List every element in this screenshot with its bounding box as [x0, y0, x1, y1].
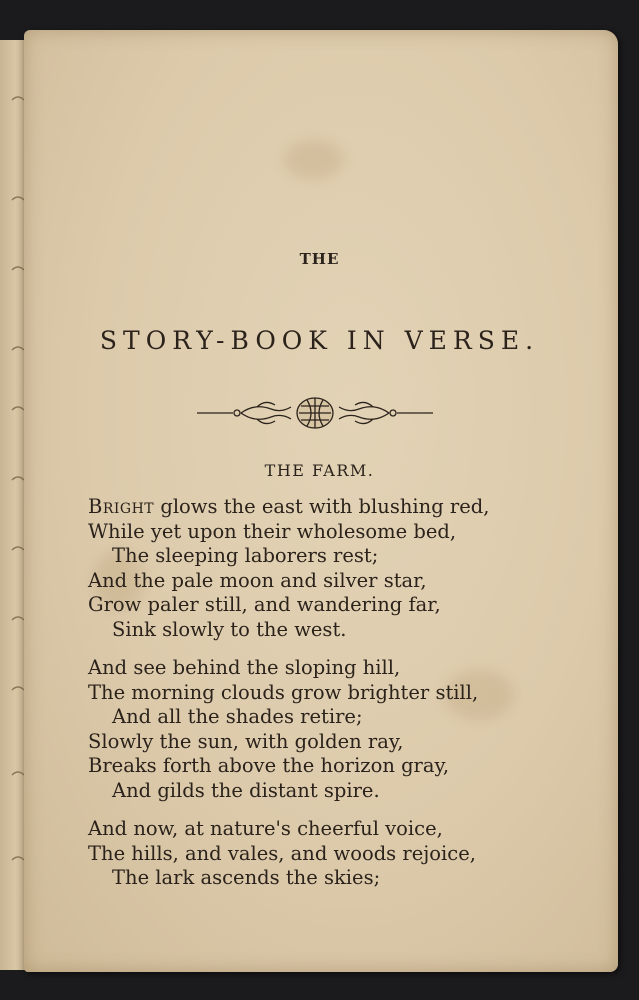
poem-stanza-3 [88, 817, 528, 891]
poem-line: While yet upon their wholesome bed, [88, 519, 457, 543]
poem-line: The hills, and vales, and woods rejoice, [88, 841, 476, 865]
poem-line: The lark ascends the skies; [112, 866, 381, 889]
poem-line: And gilds the distant spire. [112, 778, 380, 802]
book-title: STORY-BOOK IN VERSE. [99, 326, 540, 355]
section-title: THE FARM. [264, 461, 375, 480]
poem-line: Breaks forth above the horizon gray, [88, 754, 450, 777]
poem-line: Sink slowly to the west. [112, 617, 347, 641]
paper-stain [284, 140, 344, 180]
poem-line: The sleeping laborers rest; [112, 544, 379, 567]
poem-stanza-1 [88, 495, 528, 642]
poem-line: The morning clouds grow brighter still, [88, 680, 479, 704]
poem-line: And all the shades retire; [112, 705, 363, 728]
poem-stanza-2 [88, 656, 528, 803]
poem-first-word: Bright [88, 495, 155, 518]
poem-line: And the pale moon and silver star, [88, 568, 427, 592]
poem-line: Grow paler still, and wandering far, [88, 593, 441, 616]
poem-line: And see behind the sloping hill, [88, 656, 401, 679]
poem-line: And now, at nature's cheerful voice, [88, 817, 443, 840]
title-the: THE [299, 250, 340, 268]
poem-line [88, 495, 528, 520]
poem-line-text: glows the east with blushing red, [154, 495, 490, 518]
floral-ornament-icon [195, 393, 435, 433]
poem-line: Slowly the sun, with golden ray, [88, 729, 404, 753]
